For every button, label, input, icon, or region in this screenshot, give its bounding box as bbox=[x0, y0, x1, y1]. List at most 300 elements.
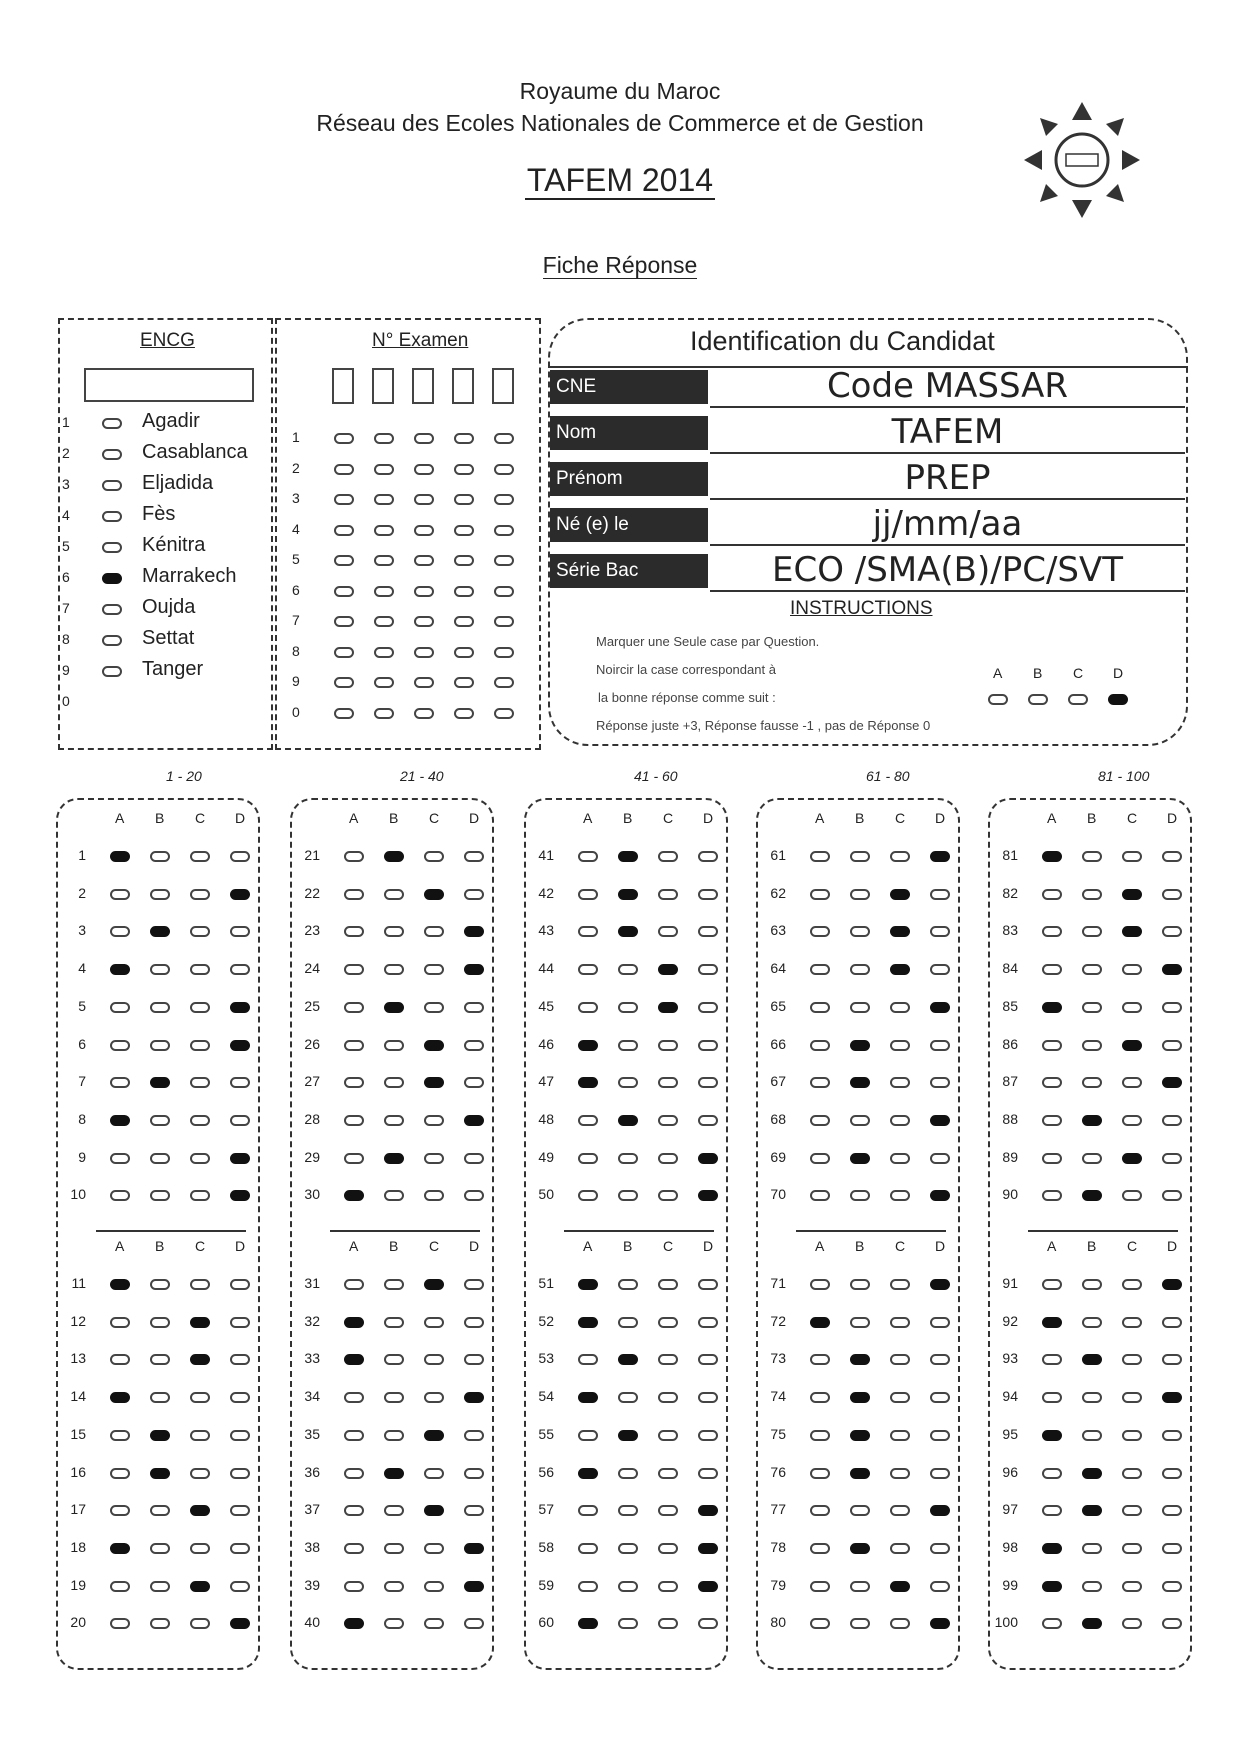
answer-oval-q57-c[interactable] bbox=[658, 1505, 678, 1516]
answer-oval-q15-d[interactable] bbox=[230, 1430, 250, 1441]
exam-digit-oval[interactable] bbox=[374, 464, 394, 475]
answer-oval-q53-b[interactable] bbox=[618, 1354, 638, 1365]
answer-oval-q51-d[interactable] bbox=[698, 1279, 718, 1290]
exam-digit-oval[interactable] bbox=[334, 494, 354, 505]
answer-oval-q61-c[interactable] bbox=[890, 851, 910, 862]
answer-oval-q17-b[interactable] bbox=[150, 1505, 170, 1516]
answer-oval-q56-b[interactable] bbox=[618, 1468, 638, 1479]
answer-oval-q31-a[interactable] bbox=[344, 1279, 364, 1290]
answer-oval-q85-d[interactable] bbox=[1162, 1002, 1182, 1013]
answer-oval-q81-b[interactable] bbox=[1082, 851, 1102, 862]
answer-oval-q49-b[interactable] bbox=[618, 1153, 638, 1164]
answer-oval-q64-d[interactable] bbox=[930, 964, 950, 975]
answer-oval-q83-c[interactable] bbox=[1122, 926, 1142, 937]
answer-oval-q99-a[interactable] bbox=[1042, 1581, 1062, 1592]
answer-oval-q10-a[interactable] bbox=[110, 1190, 130, 1201]
answer-oval-q10-b[interactable] bbox=[150, 1190, 170, 1201]
encg-choice-kénitra[interactable] bbox=[102, 542, 122, 553]
answer-oval-q50-d[interactable] bbox=[698, 1190, 718, 1201]
answer-oval-q44-c[interactable] bbox=[658, 964, 678, 975]
answer-oval-q55-a[interactable] bbox=[578, 1430, 598, 1441]
answer-oval-q78-d[interactable] bbox=[930, 1543, 950, 1554]
answer-oval-q9-b[interactable] bbox=[150, 1153, 170, 1164]
exam-digit-oval[interactable] bbox=[374, 677, 394, 688]
answer-oval-q53-d[interactable] bbox=[698, 1354, 718, 1365]
exam-digit-oval[interactable] bbox=[374, 525, 394, 536]
encg-choice-eljadida[interactable] bbox=[102, 480, 122, 491]
answer-oval-q40-b[interactable] bbox=[384, 1618, 404, 1629]
answer-oval-q86-a[interactable] bbox=[1042, 1040, 1062, 1051]
answer-oval-q49-d[interactable] bbox=[698, 1153, 718, 1164]
answer-oval-q67-d[interactable] bbox=[930, 1077, 950, 1088]
answer-oval-q52-a[interactable] bbox=[578, 1317, 598, 1328]
answer-oval-q42-b[interactable] bbox=[618, 889, 638, 900]
answer-oval-q87-b[interactable] bbox=[1082, 1077, 1102, 1088]
answer-oval-q63-c[interactable] bbox=[890, 926, 910, 937]
answer-oval-q26-c[interactable] bbox=[424, 1040, 444, 1051]
answer-oval-q10-d[interactable] bbox=[230, 1190, 250, 1201]
answer-oval-q55-b[interactable] bbox=[618, 1430, 638, 1441]
exam-digit-oval[interactable] bbox=[414, 464, 434, 475]
exam-digit-oval[interactable] bbox=[334, 586, 354, 597]
answer-oval-q70-c[interactable] bbox=[890, 1190, 910, 1201]
answer-oval-q26-a[interactable] bbox=[344, 1040, 364, 1051]
answer-oval-q45-d[interactable] bbox=[698, 1002, 718, 1013]
answer-oval-q47-a[interactable] bbox=[578, 1077, 598, 1088]
answer-oval-q63-d[interactable] bbox=[930, 926, 950, 937]
answer-oval-q95-d[interactable] bbox=[1162, 1430, 1182, 1441]
answer-oval-q14-d[interactable] bbox=[230, 1392, 250, 1403]
answer-oval-q94-a[interactable] bbox=[1042, 1392, 1062, 1403]
answer-oval-q52-c[interactable] bbox=[658, 1317, 678, 1328]
answer-oval-q63-b[interactable] bbox=[850, 926, 870, 937]
answer-oval-q89-a[interactable] bbox=[1042, 1153, 1062, 1164]
answer-oval-q70-b[interactable] bbox=[850, 1190, 870, 1201]
answer-oval-q84-d[interactable] bbox=[1162, 964, 1182, 975]
answer-oval-q49-a[interactable] bbox=[578, 1153, 598, 1164]
answer-oval-q46-a[interactable] bbox=[578, 1040, 598, 1051]
answer-oval-q6-d[interactable] bbox=[230, 1040, 250, 1051]
answer-oval-q90-b[interactable] bbox=[1082, 1190, 1102, 1201]
answer-oval-q88-a[interactable] bbox=[1042, 1115, 1062, 1126]
answer-oval-q43-c[interactable] bbox=[658, 926, 678, 937]
answer-oval-q29-b[interactable] bbox=[384, 1153, 404, 1164]
exam-digit-oval[interactable] bbox=[414, 494, 434, 505]
answer-oval-q96-a[interactable] bbox=[1042, 1468, 1062, 1479]
answer-oval-q93-b[interactable] bbox=[1082, 1354, 1102, 1365]
answer-oval-q82-b[interactable] bbox=[1082, 889, 1102, 900]
answer-oval-q9-c[interactable] bbox=[190, 1153, 210, 1164]
answer-oval-q86-c[interactable] bbox=[1122, 1040, 1142, 1051]
answer-oval-q81-a[interactable] bbox=[1042, 851, 1062, 862]
answer-oval-q27-c[interactable] bbox=[424, 1077, 444, 1088]
answer-oval-q37-a[interactable] bbox=[344, 1505, 364, 1516]
exam-digit-oval[interactable] bbox=[454, 708, 474, 719]
answer-oval-q52-b[interactable] bbox=[618, 1317, 638, 1328]
answer-oval-q94-c[interactable] bbox=[1122, 1392, 1142, 1403]
answer-oval-q16-a[interactable] bbox=[110, 1468, 130, 1479]
answer-oval-q57-d[interactable] bbox=[698, 1505, 718, 1516]
answer-oval-q81-d[interactable] bbox=[1162, 851, 1182, 862]
exam-digit-oval[interactable] bbox=[454, 525, 474, 536]
answer-oval-q70-a[interactable] bbox=[810, 1190, 830, 1201]
answer-oval-q12-b[interactable] bbox=[150, 1317, 170, 1328]
answer-oval-q44-a[interactable] bbox=[578, 964, 598, 975]
answer-oval-q59-d[interactable] bbox=[698, 1581, 718, 1592]
answer-oval-q28-b[interactable] bbox=[384, 1115, 404, 1126]
answer-oval-q36-b[interactable] bbox=[384, 1468, 404, 1479]
answer-oval-q11-b[interactable] bbox=[150, 1279, 170, 1290]
answer-oval-q97-a[interactable] bbox=[1042, 1505, 1062, 1516]
exam-digit-oval[interactable] bbox=[414, 555, 434, 566]
answer-oval-q1-c[interactable] bbox=[190, 851, 210, 862]
answer-oval-q80-c[interactable] bbox=[890, 1618, 910, 1629]
answer-oval-q11-c[interactable] bbox=[190, 1279, 210, 1290]
answer-oval-q17-c[interactable] bbox=[190, 1505, 210, 1516]
answer-oval-q55-d[interactable] bbox=[698, 1430, 718, 1441]
answer-oval-q54-b[interactable] bbox=[618, 1392, 638, 1403]
exam-digit-oval[interactable] bbox=[454, 555, 474, 566]
answer-oval-q6-c[interactable] bbox=[190, 1040, 210, 1051]
answer-oval-q71-c[interactable] bbox=[890, 1279, 910, 1290]
exam-digit-oval[interactable] bbox=[374, 586, 394, 597]
exam-digit-oval[interactable] bbox=[454, 494, 474, 505]
answer-oval-q38-d[interactable] bbox=[464, 1543, 484, 1554]
answer-oval-q67-c[interactable] bbox=[890, 1077, 910, 1088]
exam-digit-oval[interactable] bbox=[494, 586, 514, 597]
answer-oval-q69-c[interactable] bbox=[890, 1153, 910, 1164]
answer-oval-q58-c[interactable] bbox=[658, 1543, 678, 1554]
answer-oval-q33-a[interactable] bbox=[344, 1354, 364, 1365]
answer-oval-q77-d[interactable] bbox=[930, 1505, 950, 1516]
answer-oval-q5-c[interactable] bbox=[190, 1002, 210, 1013]
answer-oval-q42-c[interactable] bbox=[658, 889, 678, 900]
answer-oval-q17-d[interactable] bbox=[230, 1505, 250, 1516]
answer-oval-q6-b[interactable] bbox=[150, 1040, 170, 1051]
answer-oval-q71-a[interactable] bbox=[810, 1279, 830, 1290]
answer-oval-q57-a[interactable] bbox=[578, 1505, 598, 1516]
answer-oval-q19-b[interactable] bbox=[150, 1581, 170, 1592]
answer-oval-q54-a[interactable] bbox=[578, 1392, 598, 1403]
encg-choice-oujda[interactable] bbox=[102, 604, 122, 615]
answer-oval-q90-c[interactable] bbox=[1122, 1190, 1142, 1201]
exam-digit-oval[interactable] bbox=[334, 555, 354, 566]
answer-oval-q19-a[interactable] bbox=[110, 1581, 130, 1592]
answer-oval-q74-d[interactable] bbox=[930, 1392, 950, 1403]
answer-oval-q91-c[interactable] bbox=[1122, 1279, 1142, 1290]
answer-oval-q95-b[interactable] bbox=[1082, 1430, 1102, 1441]
answer-oval-q48-b[interactable] bbox=[618, 1115, 638, 1126]
answer-oval-q83-b[interactable] bbox=[1082, 926, 1102, 937]
answer-oval-q24-b[interactable] bbox=[384, 964, 404, 975]
answer-oval-q82-c[interactable] bbox=[1122, 889, 1142, 900]
answer-oval-q72-a[interactable] bbox=[810, 1317, 830, 1328]
answer-oval-q21-c[interactable] bbox=[424, 851, 444, 862]
answer-oval-q24-a[interactable] bbox=[344, 964, 364, 975]
answer-oval-q68-a[interactable] bbox=[810, 1115, 830, 1126]
answer-oval-q43-b[interactable] bbox=[618, 926, 638, 937]
answer-oval-q45-c[interactable] bbox=[658, 1002, 678, 1013]
answer-oval-q7-a[interactable] bbox=[110, 1077, 130, 1088]
answer-oval-q41-c[interactable] bbox=[658, 851, 678, 862]
answer-oval-q46-b[interactable] bbox=[618, 1040, 638, 1051]
answer-oval-q77-c[interactable] bbox=[890, 1505, 910, 1516]
answer-oval-q82-d[interactable] bbox=[1162, 889, 1182, 900]
answer-oval-q19-c[interactable] bbox=[190, 1581, 210, 1592]
answer-oval-q66-c[interactable] bbox=[890, 1040, 910, 1051]
answer-oval-q29-c[interactable] bbox=[424, 1153, 444, 1164]
answer-oval-q40-c[interactable] bbox=[424, 1618, 444, 1629]
answer-oval-q63-a[interactable] bbox=[810, 926, 830, 937]
exam-digit-box[interactable] bbox=[412, 368, 434, 404]
answer-oval-q98-b[interactable] bbox=[1082, 1543, 1102, 1554]
answer-oval-q78-c[interactable] bbox=[890, 1543, 910, 1554]
answer-oval-q38-a[interactable] bbox=[344, 1543, 364, 1554]
answer-oval-q87-a[interactable] bbox=[1042, 1077, 1062, 1088]
answer-oval-q34-c[interactable] bbox=[424, 1392, 444, 1403]
answer-oval-q7-d[interactable] bbox=[230, 1077, 250, 1088]
answer-oval-q56-c[interactable] bbox=[658, 1468, 678, 1479]
answer-oval-q24-d[interactable] bbox=[464, 964, 484, 975]
answer-oval-q97-b[interactable] bbox=[1082, 1505, 1102, 1516]
answer-oval-q66-b[interactable] bbox=[850, 1040, 870, 1051]
answer-oval-q13-d[interactable] bbox=[230, 1354, 250, 1365]
exam-digit-oval[interactable] bbox=[454, 677, 474, 688]
exam-digit-oval[interactable] bbox=[374, 494, 394, 505]
exam-digit-oval[interactable] bbox=[414, 433, 434, 444]
answer-oval-q78-b[interactable] bbox=[850, 1543, 870, 1554]
answer-oval-q65-a[interactable] bbox=[810, 1002, 830, 1013]
answer-oval-q27-d[interactable] bbox=[464, 1077, 484, 1088]
answer-oval-q74-c[interactable] bbox=[890, 1392, 910, 1403]
answer-oval-q58-b[interactable] bbox=[618, 1543, 638, 1554]
answer-oval-q18-c[interactable] bbox=[190, 1543, 210, 1554]
answer-oval-q67-a[interactable] bbox=[810, 1077, 830, 1088]
answer-oval-q76-b[interactable] bbox=[850, 1468, 870, 1479]
answer-oval-q43-a[interactable] bbox=[578, 926, 598, 937]
answer-oval-q88-c[interactable] bbox=[1122, 1115, 1142, 1126]
answer-oval-q89-b[interactable] bbox=[1082, 1153, 1102, 1164]
answer-oval-q39-c[interactable] bbox=[424, 1581, 444, 1592]
answer-oval-q26-b[interactable] bbox=[384, 1040, 404, 1051]
answer-oval-q48-c[interactable] bbox=[658, 1115, 678, 1126]
answer-oval-q90-d[interactable] bbox=[1162, 1190, 1182, 1201]
answer-oval-q60-d[interactable] bbox=[698, 1618, 718, 1629]
answer-oval-q1-a[interactable] bbox=[110, 851, 130, 862]
answer-oval-q86-d[interactable] bbox=[1162, 1040, 1182, 1051]
answer-oval-q46-d[interactable] bbox=[698, 1040, 718, 1051]
answer-oval-q60-c[interactable] bbox=[658, 1618, 678, 1629]
answer-oval-q9-d[interactable] bbox=[230, 1153, 250, 1164]
answer-oval-q16-b[interactable] bbox=[150, 1468, 170, 1479]
exam-digit-oval[interactable] bbox=[374, 433, 394, 444]
answer-oval-q86-b[interactable] bbox=[1082, 1040, 1102, 1051]
exam-digit-oval[interactable] bbox=[454, 647, 474, 658]
answer-oval-q71-d[interactable] bbox=[930, 1279, 950, 1290]
answer-oval-q18-a[interactable] bbox=[110, 1543, 130, 1554]
answer-oval-q56-d[interactable] bbox=[698, 1468, 718, 1479]
encg-choice-fès[interactable] bbox=[102, 511, 122, 522]
answer-oval-q32-d[interactable] bbox=[464, 1317, 484, 1328]
answer-oval-q39-a[interactable] bbox=[344, 1581, 364, 1592]
answer-oval-q25-b[interactable] bbox=[384, 1002, 404, 1013]
answer-oval-q46-c[interactable] bbox=[658, 1040, 678, 1051]
answer-oval-q35-c[interactable] bbox=[424, 1430, 444, 1441]
answer-oval-q27-b[interactable] bbox=[384, 1077, 404, 1088]
answer-oval-q64-b[interactable] bbox=[850, 964, 870, 975]
answer-oval-q44-d[interactable] bbox=[698, 964, 718, 975]
answer-oval-q41-d[interactable] bbox=[698, 851, 718, 862]
exam-digit-oval[interactable] bbox=[334, 647, 354, 658]
answer-oval-q80-d[interactable] bbox=[930, 1618, 950, 1629]
answer-oval-q27-a[interactable] bbox=[344, 1077, 364, 1088]
answer-oval-q96-b[interactable] bbox=[1082, 1468, 1102, 1479]
answer-oval-q37-b[interactable] bbox=[384, 1505, 404, 1516]
answer-oval-q7-b[interactable] bbox=[150, 1077, 170, 1088]
answer-oval-q47-c[interactable] bbox=[658, 1077, 678, 1088]
answer-oval-q79-d[interactable] bbox=[930, 1581, 950, 1592]
answer-oval-q21-a[interactable] bbox=[344, 851, 364, 862]
answer-oval-q65-b[interactable] bbox=[850, 1002, 870, 1013]
answer-oval-q22-a[interactable] bbox=[344, 889, 364, 900]
answer-oval-q2-d[interactable] bbox=[230, 889, 250, 900]
answer-oval-q61-a[interactable] bbox=[810, 851, 830, 862]
answer-oval-q79-a[interactable] bbox=[810, 1581, 830, 1592]
answer-oval-q64-c[interactable] bbox=[890, 964, 910, 975]
answer-oval-q6-a[interactable] bbox=[110, 1040, 130, 1051]
answer-oval-q54-d[interactable] bbox=[698, 1392, 718, 1403]
answer-oval-q62-a[interactable] bbox=[810, 889, 830, 900]
answer-oval-q17-a[interactable] bbox=[110, 1505, 130, 1516]
exam-digit-oval[interactable] bbox=[334, 433, 354, 444]
answer-oval-q100-a[interactable] bbox=[1042, 1618, 1062, 1629]
exam-digit-oval[interactable] bbox=[494, 525, 514, 536]
answer-oval-q95-a[interactable] bbox=[1042, 1430, 1062, 1441]
answer-oval-q23-a[interactable] bbox=[344, 926, 364, 937]
answer-oval-q67-b[interactable] bbox=[850, 1077, 870, 1088]
answer-oval-q36-d[interactable] bbox=[464, 1468, 484, 1479]
answer-oval-q47-d[interactable] bbox=[698, 1077, 718, 1088]
answer-oval-q85-a[interactable] bbox=[1042, 1002, 1062, 1013]
answer-oval-q87-d[interactable] bbox=[1162, 1077, 1182, 1088]
exam-digit-oval[interactable] bbox=[494, 708, 514, 719]
answer-oval-q43-d[interactable] bbox=[698, 926, 718, 937]
answer-oval-q20-b[interactable] bbox=[150, 1618, 170, 1629]
answer-oval-q45-b[interactable] bbox=[618, 1002, 638, 1013]
answer-oval-q7-c[interactable] bbox=[190, 1077, 210, 1088]
answer-oval-q30-b[interactable] bbox=[384, 1190, 404, 1201]
answer-oval-q54-c[interactable] bbox=[658, 1392, 678, 1403]
exam-digit-box[interactable] bbox=[452, 368, 474, 404]
answer-oval-q74-a[interactable] bbox=[810, 1392, 830, 1403]
answer-oval-q75-c[interactable] bbox=[890, 1430, 910, 1441]
answer-oval-q51-c[interactable] bbox=[658, 1279, 678, 1290]
exam-digit-oval[interactable] bbox=[454, 433, 474, 444]
answer-oval-q2-b[interactable] bbox=[150, 889, 170, 900]
answer-oval-q45-a[interactable] bbox=[578, 1002, 598, 1013]
answer-oval-q42-a[interactable] bbox=[578, 889, 598, 900]
answer-oval-q16-d[interactable] bbox=[230, 1468, 250, 1479]
answer-oval-q36-c[interactable] bbox=[424, 1468, 444, 1479]
exam-digit-oval[interactable] bbox=[494, 616, 514, 627]
answer-oval-q34-a[interactable] bbox=[344, 1392, 364, 1403]
exam-digit-box[interactable] bbox=[492, 368, 514, 404]
answer-oval-q73-a[interactable] bbox=[810, 1354, 830, 1365]
answer-oval-q20-a[interactable] bbox=[110, 1618, 130, 1629]
answer-oval-q41-b[interactable] bbox=[618, 851, 638, 862]
answer-oval-q1-b[interactable] bbox=[150, 851, 170, 862]
answer-oval-q62-d[interactable] bbox=[930, 889, 950, 900]
answer-oval-q99-d[interactable] bbox=[1162, 1581, 1182, 1592]
answer-oval-q64-a[interactable] bbox=[810, 964, 830, 975]
answer-oval-q60-a[interactable] bbox=[578, 1618, 598, 1629]
answer-oval-q48-d[interactable] bbox=[698, 1115, 718, 1126]
answer-oval-q61-b[interactable] bbox=[850, 851, 870, 862]
exam-digit-oval[interactable] bbox=[494, 494, 514, 505]
answer-oval-q88-d[interactable] bbox=[1162, 1115, 1182, 1126]
exam-digit-oval[interactable] bbox=[414, 677, 434, 688]
answer-oval-q76-c[interactable] bbox=[890, 1468, 910, 1479]
answer-oval-q61-d[interactable] bbox=[930, 851, 950, 862]
answer-oval-q84-b[interactable] bbox=[1082, 964, 1102, 975]
answer-oval-q22-b[interactable] bbox=[384, 889, 404, 900]
answer-oval-q9-a[interactable] bbox=[110, 1153, 130, 1164]
answer-oval-q42-d[interactable] bbox=[698, 889, 718, 900]
answer-oval-q13-a[interactable] bbox=[110, 1354, 130, 1365]
answer-oval-q70-d[interactable] bbox=[930, 1190, 950, 1201]
answer-oval-q91-b[interactable] bbox=[1082, 1279, 1102, 1290]
encg-choice-settat[interactable] bbox=[102, 635, 122, 646]
exam-digit-oval[interactable] bbox=[454, 616, 474, 627]
answer-oval-q60-b[interactable] bbox=[618, 1618, 638, 1629]
answer-oval-q40-d[interactable] bbox=[464, 1618, 484, 1629]
answer-oval-q1-d[interactable] bbox=[230, 851, 250, 862]
answer-oval-q92-c[interactable] bbox=[1122, 1317, 1142, 1328]
answer-oval-q82-a[interactable] bbox=[1042, 889, 1062, 900]
answer-oval-q48-a[interactable] bbox=[578, 1115, 598, 1126]
answer-oval-q30-d[interactable] bbox=[464, 1190, 484, 1201]
answer-oval-q30-c[interactable] bbox=[424, 1190, 444, 1201]
answer-oval-q31-b[interactable] bbox=[384, 1279, 404, 1290]
exam-digit-oval[interactable] bbox=[374, 647, 394, 658]
answer-oval-q14-a[interactable] bbox=[110, 1392, 130, 1403]
exam-digit-box[interactable] bbox=[332, 368, 354, 404]
answer-oval-q26-d[interactable] bbox=[464, 1040, 484, 1051]
answer-oval-q90-a[interactable] bbox=[1042, 1190, 1062, 1201]
answer-oval-q12-a[interactable] bbox=[110, 1317, 130, 1328]
answer-oval-q5-a[interactable] bbox=[110, 1002, 130, 1013]
answer-oval-q24-c[interactable] bbox=[424, 964, 444, 975]
encg-choice-marrakech[interactable] bbox=[102, 573, 122, 584]
answer-oval-q23-b[interactable] bbox=[384, 926, 404, 937]
exam-digit-box[interactable] bbox=[372, 368, 394, 404]
answer-oval-q21-b[interactable] bbox=[384, 851, 404, 862]
answer-oval-q39-d[interactable] bbox=[464, 1581, 484, 1592]
answer-oval-q2-c[interactable] bbox=[190, 889, 210, 900]
answer-oval-q72-b[interactable] bbox=[850, 1317, 870, 1328]
answer-oval-q68-d[interactable] bbox=[930, 1115, 950, 1126]
answer-oval-q50-a[interactable] bbox=[578, 1190, 598, 1201]
answer-oval-q28-a[interactable] bbox=[344, 1115, 364, 1126]
answer-oval-q2-a[interactable] bbox=[110, 889, 130, 900]
answer-oval-q73-b[interactable] bbox=[850, 1354, 870, 1365]
answer-oval-q11-a[interactable] bbox=[110, 1279, 130, 1290]
answer-oval-q25-c[interactable] bbox=[424, 1002, 444, 1013]
answer-oval-q73-c[interactable] bbox=[890, 1354, 910, 1365]
answer-oval-q81-c[interactable] bbox=[1122, 851, 1142, 862]
answer-oval-q38-c[interactable] bbox=[424, 1543, 444, 1554]
answer-oval-q47-b[interactable] bbox=[618, 1077, 638, 1088]
